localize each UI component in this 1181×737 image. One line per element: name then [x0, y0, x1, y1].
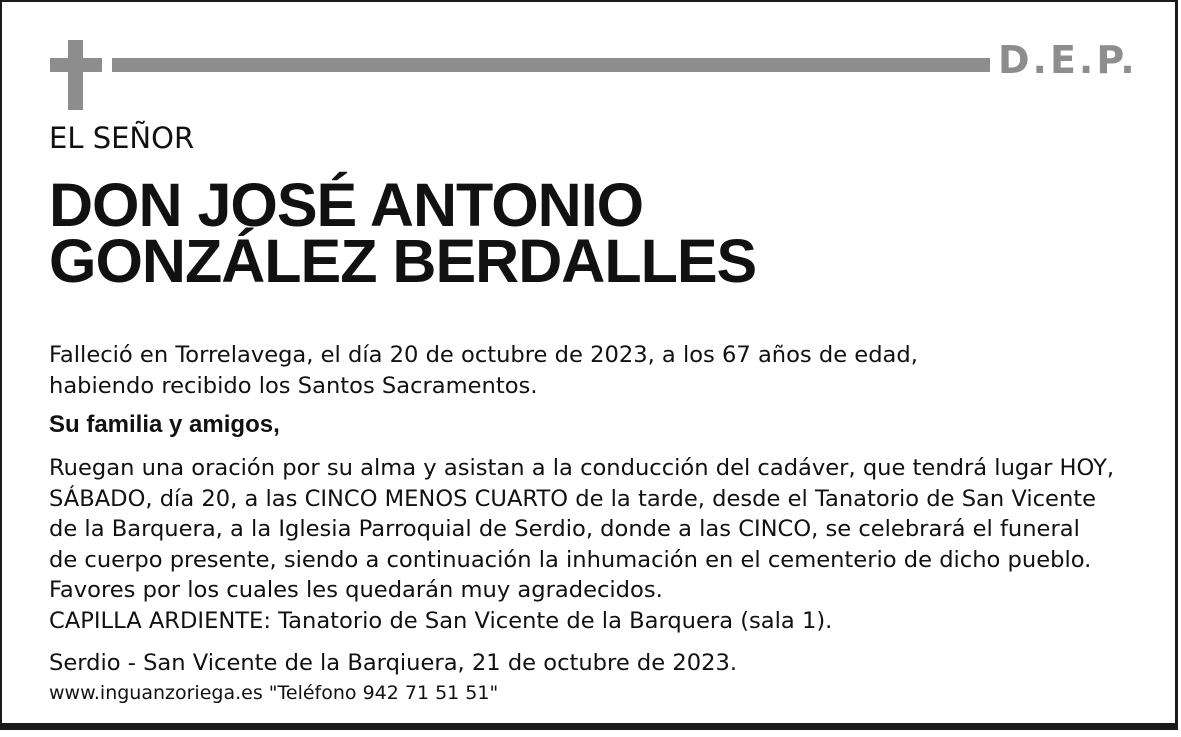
- header-rule: [112, 58, 990, 72]
- request-line: Favores por los cuales les quedarán muy agradecidos.: [49, 577, 663, 603]
- request-line: CAPILLA ARDIENTE: Tanatorio de San Vicente de la Barquera (sala 1).: [49, 607, 833, 634]
- place-and-date: Serdio - San Vicente de la Barqiuera, 21 de octubre de 2023.: [49, 650, 738, 676]
- contact-info: www.inguanzoriega.es "Teléfono 942 71 51 51": [49, 682, 499, 704]
- request-line: de cuerpo presente, siendo a continuación la inhumación en el cementerio de dicho pueblo.: [49, 546, 1092, 573]
- death-line: habiendo recibido los Santos Sacramentos.: [49, 372, 538, 399]
- request-line: Ruegan una oración por su alma y asistan a la conducción del cadáver, que tendrá lugar HOY,: [49, 455, 1115, 481]
- request-line: SÁBADO, día 20, a las CINCO MENOS CUARTO de la tarde, desde el Tanatorio de San Vicente: [49, 485, 1097, 512]
- cross-icon-vertical: [68, 40, 83, 110]
- family-heading: Su familia y amigos,: [49, 411, 280, 438]
- deceased-name-line-1: DON JOSÉ ANTONIO: [49, 171, 644, 239]
- request-line: de la Barquera, a la Iglesia Parroquial de Serdio, donde a las CINCO, se celebrará el funeral: [49, 516, 1080, 542]
- death-announcement: [49, 340, 918, 401]
- funeral-request: [49, 453, 1114, 636]
- death-line: Falleció en Torrelavega, el día 20 de octubre de 2023, a los 67 años de edad,: [49, 342, 918, 368]
- dep-label: D.E.P.: [998, 38, 1138, 82]
- cross-icon-horizontal: [50, 58, 102, 72]
- salutation: EL SEÑOR: [49, 121, 195, 155]
- deceased-name-line-2: GONZÁLEZ BERDALLES: [49, 227, 757, 295]
